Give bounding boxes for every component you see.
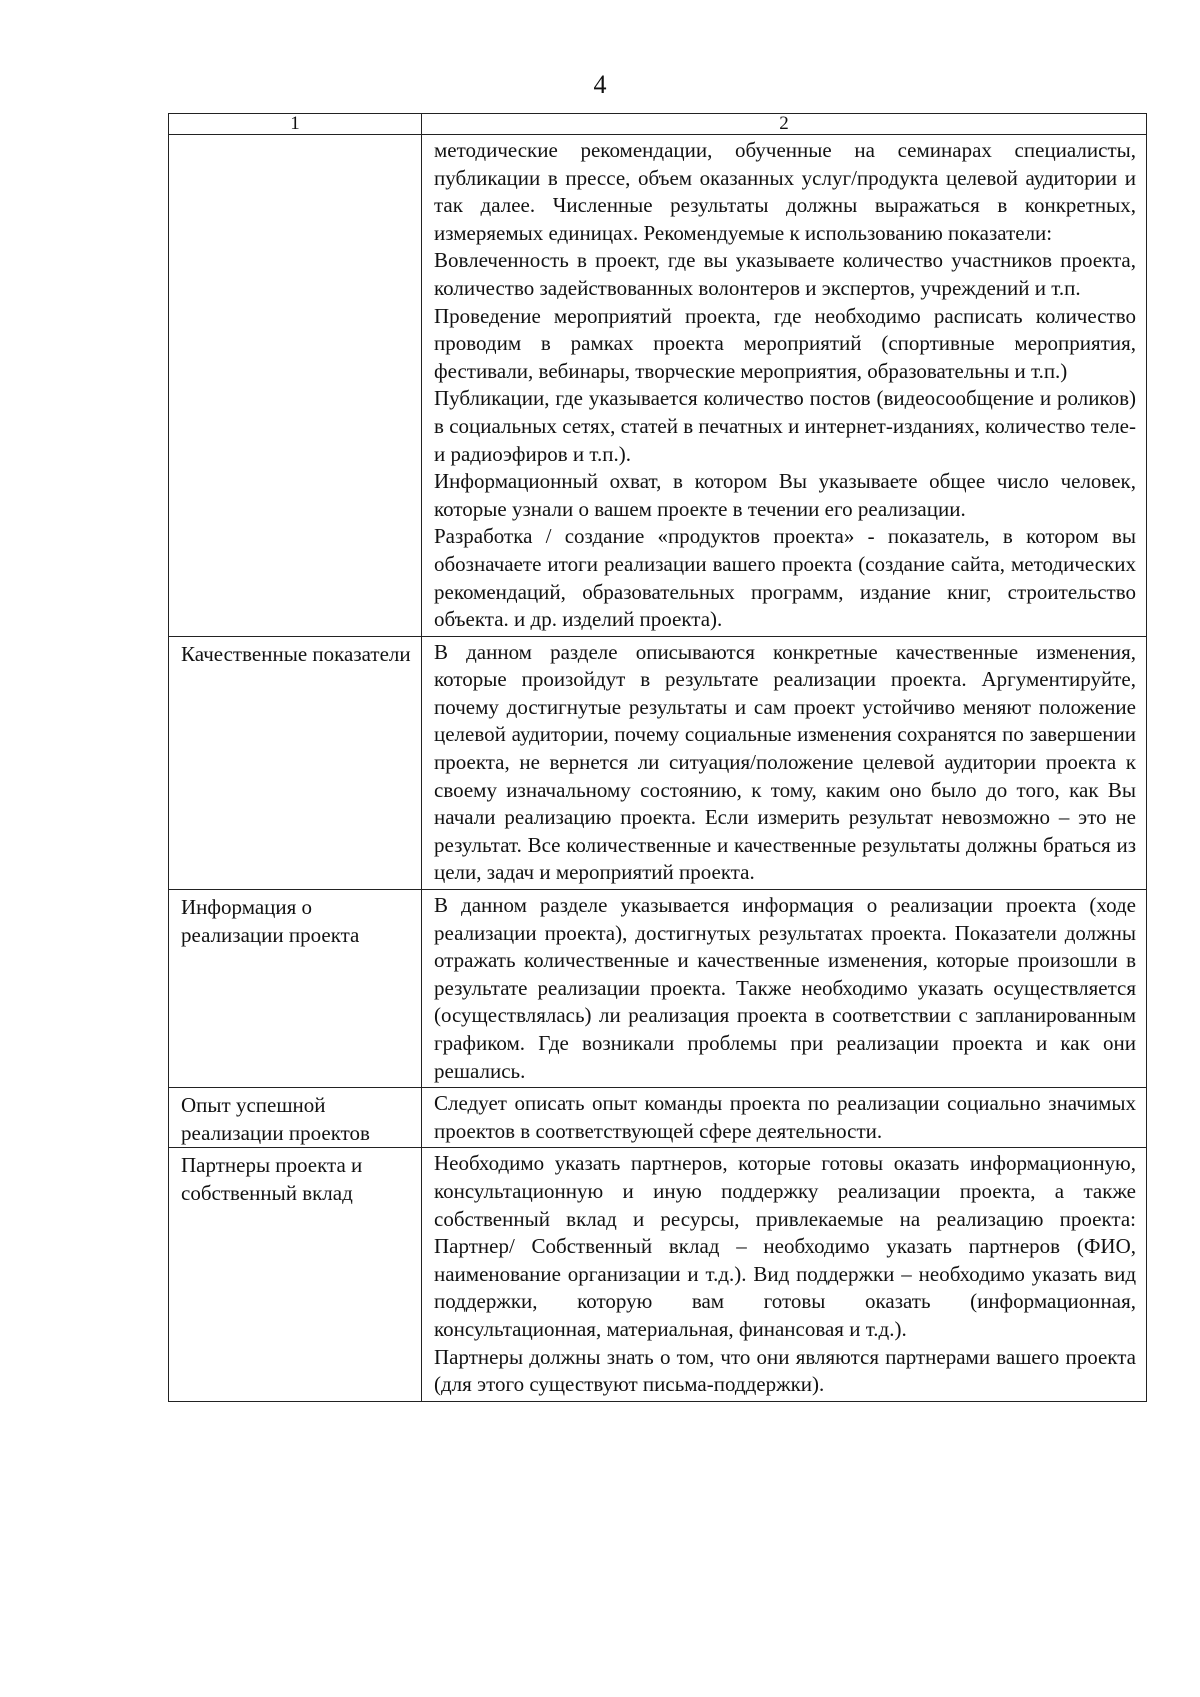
row-description bbox=[422, 1088, 1147, 1148]
column-header-2: 2 bbox=[422, 114, 1147, 135]
paragraph: В данном разделе указывается информация о реализации проекта (ходе реализации проекта), достигнутых результатах проекта. Показатели должны отражать количественные и качественные изменения, которые произошли в результате реализации проекта. Также необходимо указать осуществляется (осуществлялась) ли реализация проекта в соответствии с запланированным графиком. Где возникали проблемы при реализации проекта и как они решались. bbox=[434, 893, 1136, 1083]
row-label: Информация о реализации проекта bbox=[169, 890, 422, 1088]
table-row bbox=[169, 890, 1147, 1088]
paragraph: Вовлеченность в проект, где вы указываете количество участников проекта, количество задействованных волонтеров и экспертов, учреждений и т.п. bbox=[434, 248, 1136, 300]
row-description bbox=[422, 636, 1147, 889]
row-description bbox=[422, 1148, 1147, 1401]
row-label: Качественные показатели bbox=[169, 636, 422, 889]
table-row bbox=[169, 1148, 1147, 1401]
table-row bbox=[169, 636, 1147, 889]
paragraph: методические рекомендации, обученные на семинарах специалисты, публикации в прессе, объем оказанных услуг/продукта целевой аудитории и так далее. Численные результаты должны выражаться в конкретных, измеряемых единицах. Рекомендуемые к использованию показатели: bbox=[434, 138, 1136, 245]
row-description bbox=[422, 135, 1147, 637]
row-label bbox=[169, 135, 422, 637]
row-label: Опыт успешной реализации проектов bbox=[169, 1088, 422, 1148]
paragraph: Информационный охват, в котором Вы указываете общее число человек, которые узнали о вашем проекте в течении его реализации. bbox=[434, 469, 1136, 521]
paragraph: Партнеры должны знать о том, что они являются партнерами вашего проекта (для этого существуют письма-поддержки). bbox=[434, 1344, 1136, 1397]
paragraph: Публикации, где указывается количество постов (видеосообщение и роликов) в социальных сетях, статей в печатных и интернет-изданиях, количество теле- и радиоэфиров и т.п.). bbox=[434, 386, 1136, 466]
table-row bbox=[169, 1088, 1147, 1148]
content-table bbox=[168, 113, 1147, 1402]
paragraph: Необходимо указать партнеров, которые готовы оказать информационную, консультационную и иную поддержку реализации проекта, а также собственный вклад и ресурсы, привлекаемые на реализацию проекта: Партнер/ Собственный вклад – необходимо указать партнеров (ФИО, наименование организации и т.д.). Вид поддержки – необходимо указать вид поддержки, которую вам готовы оказать (информационная, консультационная, материальная, финансовая и т.д.). bbox=[434, 1151, 1136, 1341]
paragraph: Следует описать опыт команды проекта по реализации социально значимых проектов в соответствующей сфере деятельности. bbox=[434, 1091, 1136, 1143]
column-header-1: 1 bbox=[169, 114, 422, 135]
table-header-row bbox=[169, 114, 1147, 135]
row-label: Партнеры проекта и собственный вклад bbox=[169, 1148, 422, 1401]
page-number: 4 bbox=[593, 70, 607, 99]
paragraph: В данном разделе описываются конкретные качественные изменения, которые произойдут в результате реализации проекта. Аргументируйте, почему достигнутые результаты и сам проект устойчиво меняют положение целевой аудитории, почему социальные изменения сохранятся по завершении проекта, не вернется ли ситуация/положение целевой аудитории проекта к своему изначальному состоянию, к тому, каким оно было до того, как Вы начали реализацию проекта. Если измерить результат невозможно – это не результат. Все количественные и качественные результаты должны браться из цели, задач и мероприятий проекта. bbox=[434, 639, 1136, 885]
paragraph: Проведение мероприятий проекта, где необходимо расписать количество проводим в рамках проекта мероприятий (спортивные мероприятия, фестивали, вебинары, творческие мероприятия, образовательны и т.п.) bbox=[434, 303, 1136, 383]
table-row bbox=[169, 135, 1147, 637]
paragraph: Разработка / создание «продуктов проекта» - показатель, в котором вы обозначаете итоги реализации вашего проекта (создание сайта, методических рекомендаций, образовательных программ, издание книг, строительство объекта. и др. изделий проекта). bbox=[434, 524, 1136, 632]
row-description bbox=[422, 890, 1147, 1088]
